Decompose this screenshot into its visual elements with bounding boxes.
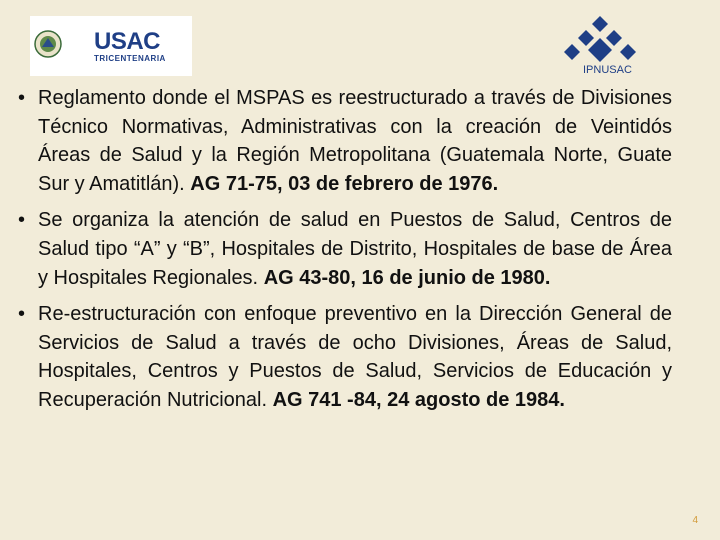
usac-logo [30, 16, 192, 76]
bullet-reference: AG 741 -84, 24 agosto de 1984. [272, 388, 565, 411]
ipnusac-name: IPNUSAC [583, 64, 632, 76]
bullet-item [18, 300, 672, 414]
bullet-dot-icon: • [18, 87, 26, 109]
bullet-dot-icon: • [18, 303, 26, 326]
slide-content [18, 84, 672, 423]
page-number: 4 [692, 515, 698, 526]
ipnusac-emblem-icon [560, 12, 640, 64]
bullet-dot-icon: • [18, 209, 26, 232]
bullet-text: Reglamento donde el MSPAS es reestructurado a través de Divisiones Técnico Normativas, Administrativas con la creación de Veintidós Áreas de Salud y la Región Metropolitana (Guatemala Norte, Guate Sur y Amatitlán). [38, 87, 672, 195]
bullet-item [18, 84, 672, 198]
bullet-text: Se organiza la atención de salud en Puestos de Salud, Centros de Salud tipo “A” y “B”, Hospitales de Distrito, Hospitales de base de Área y Hospitales Regionales. [38, 209, 672, 289]
usac-name: USAC [94, 28, 161, 55]
usac-subtitle: TRICENTENARIA [94, 54, 166, 63]
usac-seal-icon [34, 30, 62, 58]
bullet-item [18, 206, 672, 292]
bullet-reference: AG 71-75, 03 de febrero de 1976. [190, 172, 499, 195]
bullet-text: Re-estructuración con enfoque preventivo en la Dirección General de Servicios de Salud a través de ocho Divisiones, Áreas de Salud, Hospitales, Centros y Puestos de Salud, Servicios de Educación y Recuperación Nutricional. [38, 303, 672, 411]
bullet-reference: AG 43-80, 16 de junio de 1980. [263, 266, 551, 289]
